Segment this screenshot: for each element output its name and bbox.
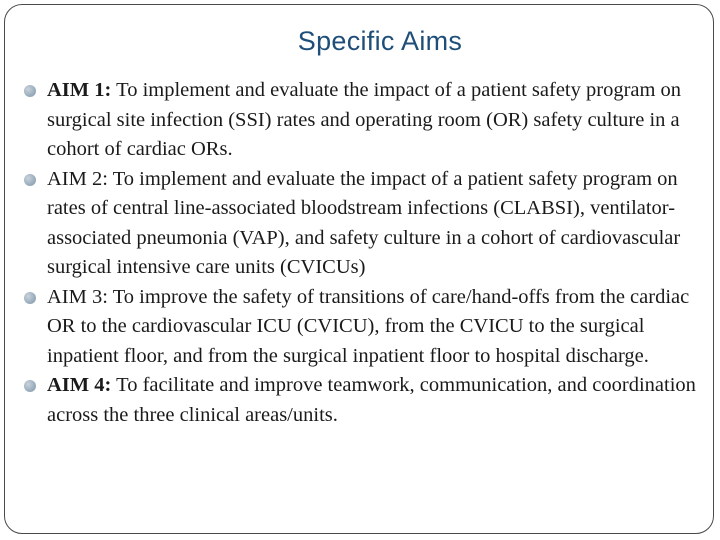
aim-label: AIM 3: bbox=[47, 285, 108, 308]
slide-title: Specific Aims bbox=[297, 26, 463, 56]
aim-item-2 bbox=[22, 165, 702, 283]
bullet-icon bbox=[24, 85, 36, 97]
aim-text: To implement and evaluate the impact of a patient safety program on surgical site infection (SSI) rates and operating room (OR) safety culture in a cohort of cardiac ORs. bbox=[47, 79, 682, 160]
aim-item-1 bbox=[22, 76, 702, 165]
aim-text: To implement and evaluate the impact of a patient safety program on rates of central line-associated bloodstream infections (CLABSI), ventilator-associated pneumonia (VAP), and safety culture in a cohort of cardiovascular surgical intensive care units (CVICUs) bbox=[47, 167, 681, 278]
bullet-icon bbox=[24, 292, 36, 304]
aim-text: To improve the safety of transitions of care/hand-offs from the cardiac OR to the cardiovascular ICU (CVICU), from the CVICU to the surgical inpatient floor, and from the surgical inpatient floor to hospital discharge. bbox=[47, 285, 690, 367]
aim-item-3 bbox=[22, 283, 702, 372]
aim-label: AIM 2: bbox=[47, 167, 108, 190]
aim-item-4 bbox=[22, 371, 702, 430]
bullet-icon bbox=[24, 174, 36, 186]
aim-label: AIM 1: bbox=[47, 79, 112, 101]
aim-text: To facilitate and improve teamwork, communication, and coordination across the three clinical areas/units. bbox=[47, 374, 696, 426]
aim-label: AIM 4: bbox=[47, 374, 112, 396]
bullet-icon bbox=[24, 380, 36, 392]
aims-list bbox=[22, 76, 702, 430]
